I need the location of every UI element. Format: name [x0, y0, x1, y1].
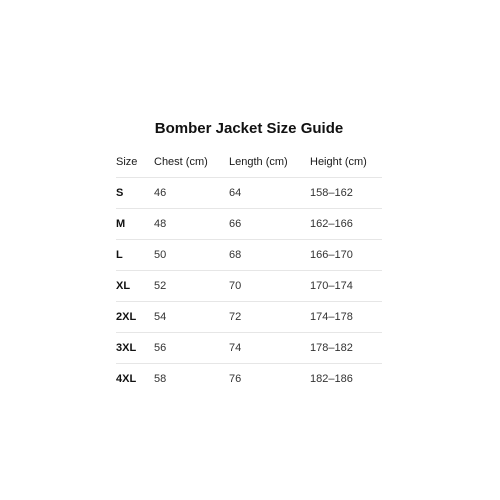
chest-cell: 50	[154, 240, 229, 271]
length-cell: 64	[229, 178, 310, 209]
length-cell: 70	[229, 271, 310, 302]
table-row	[116, 178, 382, 209]
table-row	[116, 271, 382, 302]
chest-cell: 46	[154, 178, 229, 209]
height-cell: 162–166	[310, 209, 382, 240]
chest-cell: 56	[154, 333, 229, 364]
height-cell: 158–162	[310, 178, 382, 209]
table-header-row	[116, 146, 382, 178]
chest-cell: 58	[154, 373, 167, 385]
height-cell: 182–186	[310, 373, 353, 385]
size-table	[116, 146, 382, 394]
page-title: Bomber Jacket Size Guide	[154, 120, 344, 137]
table-row	[116, 240, 382, 271]
size-cell: M	[116, 209, 154, 240]
height-cell: 170–174	[310, 271, 382, 302]
size-cell: 4XL	[116, 373, 137, 385]
size-cell: S	[116, 178, 154, 209]
column-header-height: Height (cm)	[310, 146, 382, 178]
chest-cell: 52	[154, 271, 229, 302]
height-cell: 166–170	[310, 240, 382, 271]
chest-cell: 48	[154, 209, 229, 240]
length-cell: 72	[229, 302, 310, 333]
table-row	[116, 333, 382, 364]
length-cell: 76	[229, 373, 242, 385]
size-cell: 2XL	[116, 302, 154, 333]
length-cell: 68	[229, 240, 310, 271]
column-header-length: Length (cm)	[229, 146, 310, 178]
length-cell: 66	[229, 209, 310, 240]
length-cell: 74	[229, 333, 310, 364]
table-row	[116, 302, 382, 333]
size-cell: L	[116, 240, 154, 271]
column-header-size: Size	[116, 146, 154, 178]
size-cell: 3XL	[116, 333, 154, 364]
table-row	[116, 209, 382, 240]
chest-cell: 54	[154, 302, 229, 333]
table-row	[116, 364, 382, 395]
height-cell: 178–182	[310, 333, 382, 364]
column-header-chest: Chest (cm)	[154, 146, 229, 178]
size-cell: XL	[116, 271, 154, 302]
height-cell: 174–178	[310, 302, 382, 333]
size-guide	[116, 119, 382, 394]
